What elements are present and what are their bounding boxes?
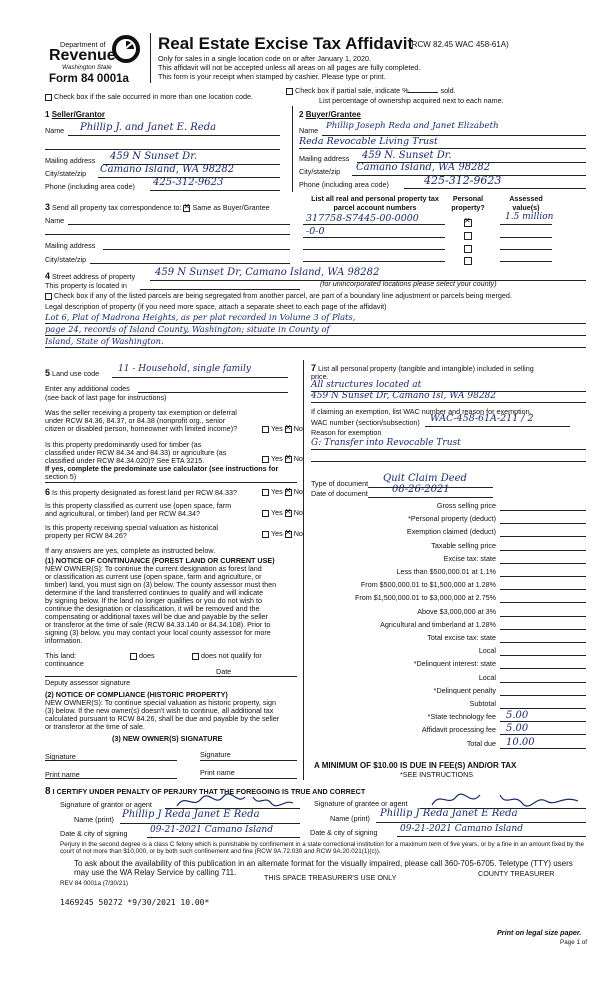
timber-q3: classified under RCW 84.34.020)? See ETA 3215. xyxy=(45,456,205,465)
grantor-date-value[interactable]: 09-21-2021 Camano Island xyxy=(150,825,273,835)
parcel-header-b: parcel account numbers xyxy=(333,203,417,212)
assessed-line2 xyxy=(500,237,552,238)
tax-row-line xyxy=(500,510,586,511)
tax-row-label: Subtotal xyxy=(469,699,496,708)
wac-value[interactable]: WAC-458-61A-211 / 2 xyxy=(430,413,534,424)
open-q2: and agricultural, or timber) land per RCW 84.34? xyxy=(45,509,201,518)
checkbox-icon[interactable] xyxy=(285,426,292,433)
no-label: No xyxy=(293,487,303,496)
personal-property-label-b: price. xyxy=(311,372,329,381)
tax-row-line xyxy=(500,589,586,590)
seller-phone-line xyxy=(150,190,280,191)
checkbox-icon[interactable] xyxy=(130,653,137,660)
tax-row-line xyxy=(500,748,586,749)
historic-yesno[interactable] xyxy=(262,529,303,538)
assessed-header xyxy=(502,194,550,212)
signature-label-1: Signature xyxy=(45,752,76,761)
sec8-num: 8 xyxy=(45,786,51,797)
seller-phone-label: Phone (including area code) xyxy=(45,182,135,191)
print-line-2 xyxy=(200,778,297,779)
notice1-line: signing (3) below, you may contact your local county assessor for more xyxy=(45,628,271,637)
legal-desc-line3[interactable]: Island, State of Washington. xyxy=(45,336,164,346)
this-land-label: This land: xyxy=(45,651,77,660)
grantee-date-label: Date & city of signing xyxy=(310,828,378,837)
yes-label: Yes xyxy=(271,508,283,517)
timber-yesno[interactable] xyxy=(262,454,303,463)
personal-property-line1[interactable]: All structures located at xyxy=(311,380,422,390)
tax-row-label: Exemption claimed (deduct) xyxy=(406,527,496,537)
seller-city-value[interactable]: Camano Island, WA 98282 xyxy=(100,164,235,175)
dept-line1: Department of xyxy=(60,40,106,49)
sec6-num: 6 xyxy=(45,487,51,497)
tax-row-label: Affidavit processing fee xyxy=(421,725,496,735)
legal-size-note: Print on legal size paper. xyxy=(497,928,582,937)
checkbox-icon[interactable] xyxy=(45,293,52,300)
personal-header xyxy=(450,194,486,212)
tax-row-line xyxy=(500,668,586,669)
historic-q2: property per RCW 84.26? xyxy=(45,531,127,540)
seller-mailing-label: Mailing address xyxy=(45,156,96,165)
checkbox-icon[interactable] xyxy=(464,232,472,240)
tax-row-label: Taxable selling price xyxy=(431,540,496,550)
grantor-date-label: Date & city of signing xyxy=(60,829,128,838)
timber-q4: If yes, complete the predominate use calculator (see instructions for xyxy=(45,464,279,473)
yes-label: Yes xyxy=(271,529,283,538)
wac-label: WAC number (section/subsection) xyxy=(311,418,420,427)
checkbox-icon[interactable] xyxy=(262,510,269,517)
ownership-note: List percentage of ownership acquired next to each name. xyxy=(319,96,504,105)
checkbox-icon[interactable] xyxy=(45,94,52,101)
checkbox-icon[interactable] xyxy=(183,205,190,212)
assessed-line3 xyxy=(500,249,552,250)
corr-num: 3 xyxy=(45,202,51,212)
dept-state: Washington State xyxy=(62,64,112,71)
buyer-phone-value[interactable]: 425-312-9623 xyxy=(424,174,502,187)
cashier-stamp: 1469245 50272 *9/30/2021 10.00* xyxy=(60,898,210,907)
exemption-claim-label: If claiming an exemption, list WAC number and reason for exemption. xyxy=(311,407,532,416)
yes-label: Yes xyxy=(271,454,283,463)
continuance-label: continuance xyxy=(45,659,84,668)
no-label: No xyxy=(293,529,303,538)
doc-type-value[interactable]: Quit Claim Deed xyxy=(383,473,467,484)
notice1-line: compensating or additional taxes will be due and payable by the seller xyxy=(45,612,268,621)
additional-codes-b: (see back of last page for instructions) xyxy=(45,393,167,402)
seller-name-line2 xyxy=(45,149,280,150)
form-number: Form 84 0001a xyxy=(49,73,129,85)
reason-line2 xyxy=(311,461,586,462)
checkbox-icon[interactable] xyxy=(262,456,269,463)
tax-row-label: *State technology fee xyxy=(427,712,496,722)
grantor-name-line xyxy=(120,823,300,824)
multi-location-check[interactable] xyxy=(45,92,253,101)
grantee-sig-label: Signature of grantee or agent xyxy=(314,799,408,808)
located-in-line xyxy=(140,289,300,290)
tax-row-line xyxy=(500,734,586,735)
tax-row-label: *Delinquent interest: state xyxy=(413,659,496,669)
tax-row-line xyxy=(500,695,586,696)
sec5-num: 5 xyxy=(45,368,51,378)
seller-num: 1 xyxy=(45,110,50,119)
does-check[interactable] xyxy=(130,651,155,660)
forest-yesno[interactable] xyxy=(262,487,303,496)
deputy-label: Deputy assessor signature xyxy=(45,678,131,687)
historic-q1: Is this property receiving special valuation as historical xyxy=(45,523,218,532)
notice1-line: by signing below. If the land no longer qualifies or you do not wish to xyxy=(45,596,262,605)
tax-row-line xyxy=(500,682,586,683)
tax-row-label: Total due xyxy=(466,738,496,748)
tax-row-label: *Personal property (deduct) xyxy=(408,514,496,524)
grantee-date-value[interactable]: 09-21-2021 Camano Island xyxy=(400,824,523,834)
forest-q-text: Is this property designated as forest land per RCW 84.33? xyxy=(52,488,237,497)
assessed-line4 xyxy=(500,261,552,262)
form-title: Real Estate Excise Tax Affidavit xyxy=(158,34,414,53)
exemption-yesno[interactable] xyxy=(262,424,303,433)
tax-row-value[interactable]: 5.00 xyxy=(506,710,529,722)
sig-line-2 xyxy=(200,760,297,761)
sec4-num: 4 xyxy=(45,271,51,281)
buyer-name-label: Name xyxy=(299,126,319,135)
seller-phone-value[interactable]: 425-312-9623 xyxy=(153,177,224,188)
segregated-label: Check box if any of the listed parcels are being segregated from another parcel, are part of a boundary line adjustment or parcels being merged. xyxy=(54,291,512,300)
reason-line1 xyxy=(311,449,586,450)
assessed-line1 xyxy=(500,224,552,225)
checkbox-icon[interactable] xyxy=(464,219,472,227)
tax-row-value[interactable]: 10.00 xyxy=(506,736,535,748)
tax-row-line xyxy=(500,563,586,564)
tax-row-label: Total excise tax: state xyxy=(427,633,496,642)
does-not-check[interactable] xyxy=(192,651,262,660)
timber-q5: section 5) xyxy=(45,472,77,481)
grantor-date-line xyxy=(147,837,300,838)
no-label: No xyxy=(293,508,303,517)
print-name-label-2: Print name xyxy=(200,768,235,777)
certify-label: I CERTIFY UNDER PENALTY OF PERJURY THAT THE FOREGOING IS TRUE AND CORRECT xyxy=(52,787,366,796)
checkbox-icon[interactable] xyxy=(262,426,269,433)
parcel-number-2[interactable]: -0-0 xyxy=(306,226,325,237)
buyer-name-value2[interactable]: Reda Revocable Living Trust xyxy=(299,136,438,147)
buyer-heading-label: Buyer/Grantee xyxy=(305,110,361,119)
assessed-header-a: Assessed xyxy=(509,194,543,203)
column-divider xyxy=(303,360,304,780)
tax-row-value[interactable]: 5.00 xyxy=(506,723,529,735)
pp-line2 xyxy=(311,402,586,403)
tax-row-label: Gross selling price xyxy=(436,501,496,510)
tax-row-line xyxy=(500,655,586,656)
tax-row-line xyxy=(500,536,586,537)
corr-city-line xyxy=(90,263,290,264)
seller-name-line xyxy=(68,135,280,136)
parcel-line3 xyxy=(303,249,445,250)
grantee-date-line xyxy=(397,836,586,837)
checkbox-icon[interactable] xyxy=(262,489,269,496)
notice1-line: or transferor at the time of sale (RCW 84.33.140 or 84.34.108). Prior to xyxy=(45,620,271,629)
yes-label: Yes xyxy=(271,424,283,433)
doc-date-line xyxy=(368,497,493,498)
assessed-value[interactable]: 1.5 million xyxy=(505,212,554,222)
segregated-check[interactable] xyxy=(45,291,512,300)
grantor-name-value[interactable]: Phillip J Reda Janet E Reda xyxy=(122,809,260,820)
corr-text: Send all property tax correspondence to: xyxy=(52,203,182,212)
header-note3: This form is your receipt when stamped by cashier. Please type or print. xyxy=(158,72,386,81)
parcel-line4 xyxy=(303,261,445,262)
checkbox-icon[interactable] xyxy=(285,456,292,463)
signature-label-2: Signature xyxy=(200,750,231,759)
legal-desc-line1[interactable]: Lot 6, Plat of Madrona Heights, as per plat recorded in Volume 3 of Plats, xyxy=(45,312,356,322)
sec7-num: 7 xyxy=(311,363,317,373)
tax-row-line xyxy=(500,602,586,603)
tax-row-label: From $1,500,000.01 to $3,000,000 at 2.75% xyxy=(354,593,496,603)
forest-q xyxy=(45,487,237,497)
tax-row-label: Local xyxy=(478,672,496,682)
tax-row-line xyxy=(500,642,586,643)
partial-sale-check[interactable] xyxy=(286,86,456,95)
seller-name-value[interactable]: Phillip J. and Janet E. Reda xyxy=(80,122,217,133)
street-address-label xyxy=(45,271,135,281)
alt-format-note: To ask about the availability of this publication in an alternate format for the visually impaired, please call 360-705-6705. Teletype (TTY) users may use the WA Relay Service by calling 711. xyxy=(74,859,573,877)
corr-name-line xyxy=(68,224,290,225)
no-label: No xyxy=(293,424,303,433)
county-treasurer: COUNTY TREASURER xyxy=(478,869,555,878)
timber-q1: Is this property predominantly used for timber (as xyxy=(45,440,202,449)
personal-check-4[interactable] xyxy=(464,252,474,270)
corr-name-label: Name xyxy=(45,216,65,225)
notice2-line: or transferor at the time of sale. xyxy=(45,722,145,731)
grantee-name-value[interactable]: Phillip J Reda Janet E Reda xyxy=(380,808,518,819)
sec4-label: Street address of property xyxy=(52,272,136,281)
tax-row-line xyxy=(500,708,586,709)
checkbox-icon[interactable] xyxy=(285,489,292,496)
exemption-q2: under RCW 84.36, 84.37, or 84.38 (nonprofit org., senior xyxy=(45,416,226,425)
unincorporated-note: (for unincorporated locations please select your county) xyxy=(320,279,497,288)
checkbox-icon[interactable] xyxy=(285,510,292,517)
land-use-line xyxy=(112,377,288,378)
section-divider xyxy=(292,106,293,192)
perjury-note: Perjury in the second degree is a class C felony which is punishable by confinement in a state correctional institution for a maximum term of five years, or by a fine in an amount fixed by the court of not more than $10,000, or by both such confinement and fine (RCW 9A.72.030 and RCW 9A.20.021(1)(c)). xyxy=(60,841,584,856)
notice1-line: determine if the land transferred continues to qualify and will indicate xyxy=(45,588,264,597)
tax-row-line xyxy=(500,550,586,551)
land-use-text: Land use code xyxy=(52,369,100,378)
street-address-value[interactable]: 459 N Sunset Dr, Camano Island, WA 98282 xyxy=(155,267,380,278)
grantor-name-label: Name (print) xyxy=(74,815,114,824)
seller-heading-label: Seller/Grantor xyxy=(51,110,106,119)
personal-header-a: Personal xyxy=(452,194,484,203)
parcel-header xyxy=(310,194,440,212)
legal-desc-label: Legal description of property (if you need more space, attach a separate sheet to each page of the affidavit) xyxy=(45,302,387,311)
buyer-city-value[interactable]: Camano Island, WA 98282 xyxy=(356,162,491,173)
checkbox-icon[interactable] xyxy=(262,531,269,538)
parcel-header-a: List all real and personal property tax xyxy=(311,194,439,203)
partial-sale-label: Check box if partial sale, indicate % xyxy=(295,86,409,95)
notice1-line: timber) land, you must sign on (3) below. The county assessor must then xyxy=(45,580,277,589)
tax-row-label: Agricultural and timberland at 1.28% xyxy=(380,619,496,629)
open-yesno[interactable] xyxy=(262,508,303,517)
tax-row-line xyxy=(500,721,586,722)
buyer-heading xyxy=(299,110,361,119)
assessed-header-b: value(s) xyxy=(512,203,540,212)
parcel-number-1[interactable]: 317758-S7445-00-0000 xyxy=(306,213,419,224)
checkbox-icon[interactable] xyxy=(192,653,199,660)
open-q1: Is this property classified as current use (open space, farm xyxy=(45,501,232,510)
grantee-name-line xyxy=(376,822,586,823)
seller-mailing-value[interactable]: 459 N Sunset Dr. xyxy=(110,151,198,162)
legal-desc-line2[interactable]: page 24, records of Island County, Washington; situate in County of xyxy=(45,324,330,334)
corr-same-as: Same as Buyer/Grantee xyxy=(192,203,270,212)
tax-row-label: Excise tax: state xyxy=(443,553,496,563)
notice2-line: calculated pursuant to RCW 84.26, shall be due and payable by the seller xyxy=(45,714,280,723)
notice1-line: or classification as current use (open space, farm and agriculture, or xyxy=(45,572,262,581)
does-not-label: does not qualify for xyxy=(201,651,262,660)
land-use-label xyxy=(45,368,99,378)
timber-q2: classified under RCW 84.34 and 84.33) or agriculture (as xyxy=(45,448,227,457)
wac-line xyxy=(425,426,570,427)
personal-property-label xyxy=(311,363,534,373)
personal-property-line2[interactable]: 459 N Sunset Dr, Camano Isl, WA 98282 xyxy=(311,391,497,401)
buyer-name-line2 xyxy=(299,148,586,149)
notice1-line: information. xyxy=(45,636,83,645)
rev-number: REV 84 0001a (7/30/21) xyxy=(60,880,128,887)
tax-row-line xyxy=(500,629,586,630)
exemption-q3: citizen or disabled person, homeowner with limited income)? xyxy=(45,424,238,433)
seller-heading xyxy=(45,110,105,119)
buyer-phone-label: Phone (including area code) xyxy=(299,180,389,189)
buyer-mailing-label: Mailing address xyxy=(299,154,350,163)
notice1-line: NEW OWNER(S): To continue the current designation as forest land xyxy=(45,564,262,573)
dor-logo-icon xyxy=(112,35,140,63)
tax-row-label: Less than $500,000.01 at 1.1% xyxy=(396,567,496,576)
notice1-line: continue the designation or classification, it will be removed and the xyxy=(45,604,260,613)
checkbox-icon[interactable] xyxy=(285,531,292,538)
personal-header-b: property? xyxy=(451,203,485,212)
dept-revenue: Revenue xyxy=(49,47,116,64)
sec5-divider xyxy=(45,482,297,483)
buyer-phone-line xyxy=(404,188,586,189)
corr-line2 xyxy=(45,234,290,235)
located-in-label: This property is located in xyxy=(45,281,127,290)
exemption-q1: Was the seller receiving a property tax exemption or deferral xyxy=(45,408,237,417)
tax-row-label: *Delinquent penalty xyxy=(433,685,496,695)
parcel-line1 xyxy=(303,224,445,225)
multi-location-label: Check box if the sale occurred in more than one location code. xyxy=(54,92,253,101)
notice1-title: (1) NOTICE OF CONTINUANCE (FOREST LAND OR CURRENT USE) xyxy=(45,556,275,565)
header-note2: This affidavit will not be accepted unless all areas on all pages are fully completed. xyxy=(158,63,421,72)
buyer-num: 2 xyxy=(299,110,304,119)
tax-row-label: Local xyxy=(478,646,496,656)
seller-city-label: City/state/zip xyxy=(45,169,87,178)
reason-label: Reason for exemption xyxy=(311,428,382,437)
corr-mailing-line xyxy=(103,249,290,250)
parcel-line2 xyxy=(303,237,445,238)
tax-row-line xyxy=(500,616,586,617)
no-label: No xyxy=(293,454,303,463)
correspondence-label xyxy=(45,202,270,212)
checkbox-icon[interactable] xyxy=(286,88,293,95)
minimum-note: A MINIMUM OF $10.00 IS DUE IN FEE(S) AND/OR TAX xyxy=(314,761,517,770)
grantor-sig-label: Signature of grantor or agent xyxy=(60,800,152,809)
form-citation: (RCW 82.45 WAC 458-61A) xyxy=(409,40,509,49)
seller-name-label: Name xyxy=(45,126,65,135)
additional-codes-a: Enter any additional codes xyxy=(45,384,130,393)
land-use-value[interactable]: 11 - Household, single family xyxy=(118,364,251,374)
corr-city-label: City/state/zip xyxy=(45,255,87,264)
print-name-label-1: Print name xyxy=(45,770,80,779)
does-label: does xyxy=(139,651,155,660)
page-number: Page 1 of xyxy=(560,939,587,946)
sec7-label-a: List all personal property (tangible and intangible) included in selling xyxy=(318,364,534,373)
corr-mailing-label: Mailing address xyxy=(45,241,96,250)
tax-row-label: Above $3,000,000 at 3% xyxy=(417,606,496,616)
legal-line3 xyxy=(45,347,586,348)
partial-sale-suffix: sold. xyxy=(440,86,456,95)
new-owner-sig-title: (3) NEW OWNER(S) SIGNATURE xyxy=(112,734,223,743)
grantee-name-label: Name (print) xyxy=(330,814,370,823)
see-instructions: *SEE INSTRUCTIONS xyxy=(400,770,474,779)
buyer-city-label: City/state/zip xyxy=(299,167,341,176)
yes-label: Yes xyxy=(271,487,283,496)
doc-date-value[interactable]: 08-26-2021 xyxy=(392,484,450,495)
tax-row-line xyxy=(500,523,586,524)
tax-row-line xyxy=(500,576,586,577)
notice2-line: (3) below. If the new owner(s) doesn't wish to continue, all additional tax xyxy=(45,706,274,715)
header-note1: Only for sales in a single location code on or after January 1, 2020. xyxy=(158,54,371,63)
header-divider xyxy=(150,33,151,83)
buyer-mailing-value[interactable]: 459 N. Sunset Dr. xyxy=(362,150,452,161)
notice2-title: (2) NOTICE OF COMPLIANCE (HISTORIC PROPERTY) xyxy=(45,690,228,699)
if-yes-note: If any answers are yes, complete as instructed below. xyxy=(45,546,216,555)
doc-type-label: Type of document xyxy=(311,479,369,488)
buyer-name-value1[interactable]: Phillip Joseph Reda and Janet Elizabeth xyxy=(326,121,499,131)
reason-value[interactable]: G: Transfer into Revocable Trust xyxy=(311,438,461,448)
doc-date-label: Date of document xyxy=(311,489,368,498)
treasurer-only: THIS SPACE TREASURER'S USE ONLY xyxy=(264,873,397,882)
checkbox-icon[interactable] xyxy=(464,257,472,265)
notice2-line: NEW OWNER(S): To continue special valuation as historic property, sign xyxy=(45,698,277,707)
tax-row-label: From $500,000.01 to $1,500,000 at 1.28% xyxy=(360,580,496,590)
deputy-line xyxy=(45,676,297,677)
date-label: Date xyxy=(216,667,232,676)
